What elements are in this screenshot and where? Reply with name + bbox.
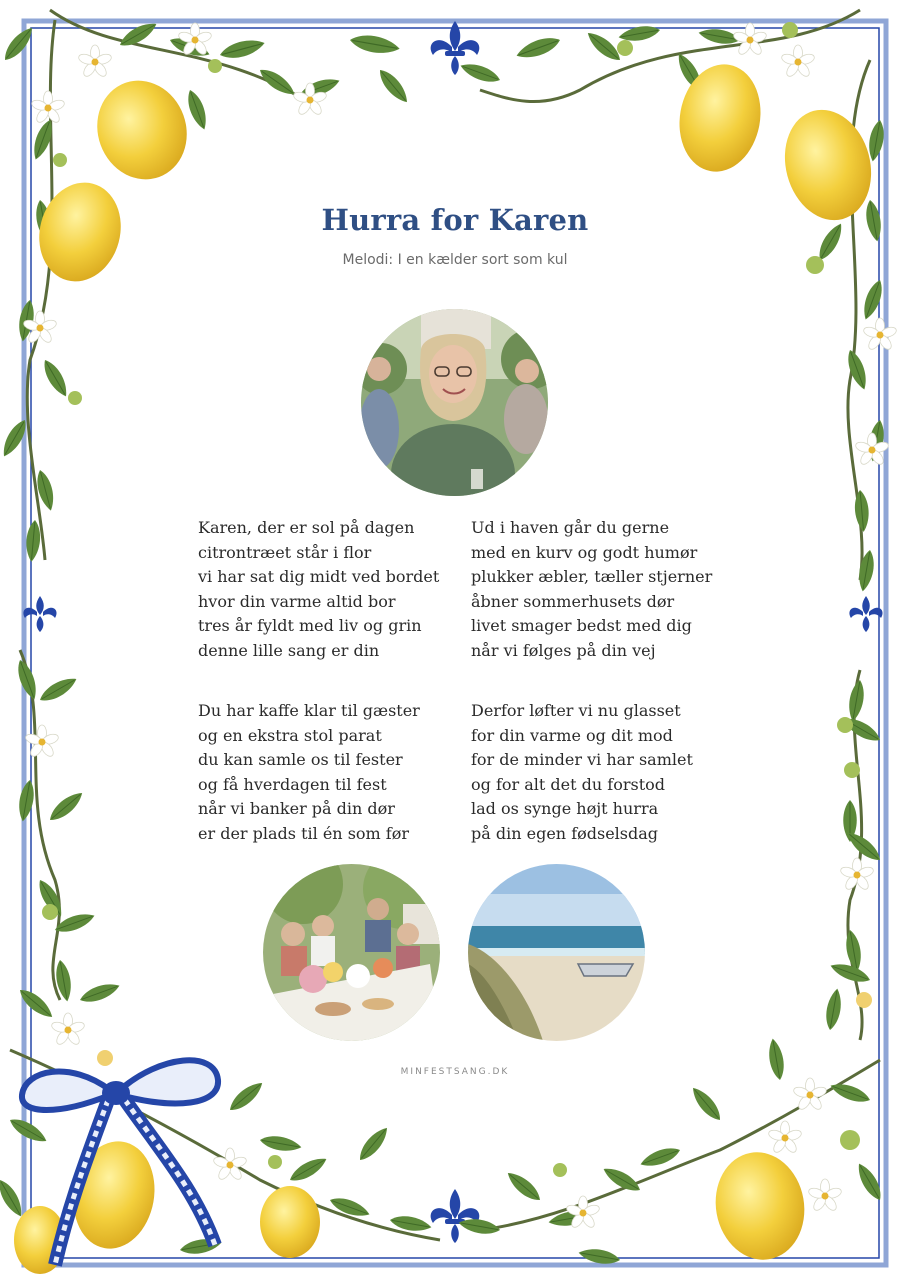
verse-line: vi har sat dig midt ved bordet <box>198 567 440 587</box>
verse-line: Derfor løfter vi nu glasset <box>471 701 681 720</box>
melody-subtitle: Melodi: I en kælder sort som kul <box>342 252 568 268</box>
beach-photo <box>468 864 645 1041</box>
verse-2 <box>471 516 712 664</box>
verse-line: og få hverdagen til fest <box>198 774 387 794</box>
footer-website: MINFESTSANG.DK <box>400 1067 510 1077</box>
verse-3 <box>198 699 420 847</box>
verse-line: for de minder vi har samlet <box>471 750 693 770</box>
portrait-photo <box>361 309 548 496</box>
verse-line: lad os synge højt hurra <box>471 799 659 819</box>
verse-line: og en ekstra stol parat <box>198 725 382 745</box>
verse-line: Karen, der er sol på dagen <box>198 518 415 537</box>
verse-line: når vi banker på din dør <box>198 799 395 819</box>
verse-line: tres år fyldt med liv og grin <box>198 616 422 636</box>
verse-line: for din varme og dit mod <box>471 725 673 745</box>
verse-line: når vi følges på din vej <box>471 640 656 660</box>
verse-line: åbner sommerhusets dør <box>471 591 675 611</box>
verse-line: med en kurv og godt humør <box>471 542 698 562</box>
verse-line: livet smager bedst med dig <box>471 616 692 636</box>
song-title: Hurra for Karen <box>321 203 589 237</box>
verse-line: denne lille sang er din <box>198 640 380 660</box>
verse-1 <box>198 516 439 664</box>
verse-line: og for alt det du forstod <box>471 774 665 794</box>
verse-line: du kan samle os til fester <box>198 750 403 770</box>
verse-line: citrontræet står i flor <box>198 542 372 562</box>
verse-line: er der plads til én som før <box>198 823 409 843</box>
verse-line: på din egen fødselsdag <box>471 823 659 843</box>
verse-4 <box>471 699 693 847</box>
garden-party-photo <box>263 864 440 1041</box>
verse-line: hvor din varme altid bor <box>198 591 396 611</box>
verse-line: Du har kaffe klar til gæster <box>198 701 420 720</box>
verse-line: Ud i haven går du gerne <box>471 518 670 537</box>
verse-line: plukker æbler, tæller stjerner <box>471 567 713 587</box>
